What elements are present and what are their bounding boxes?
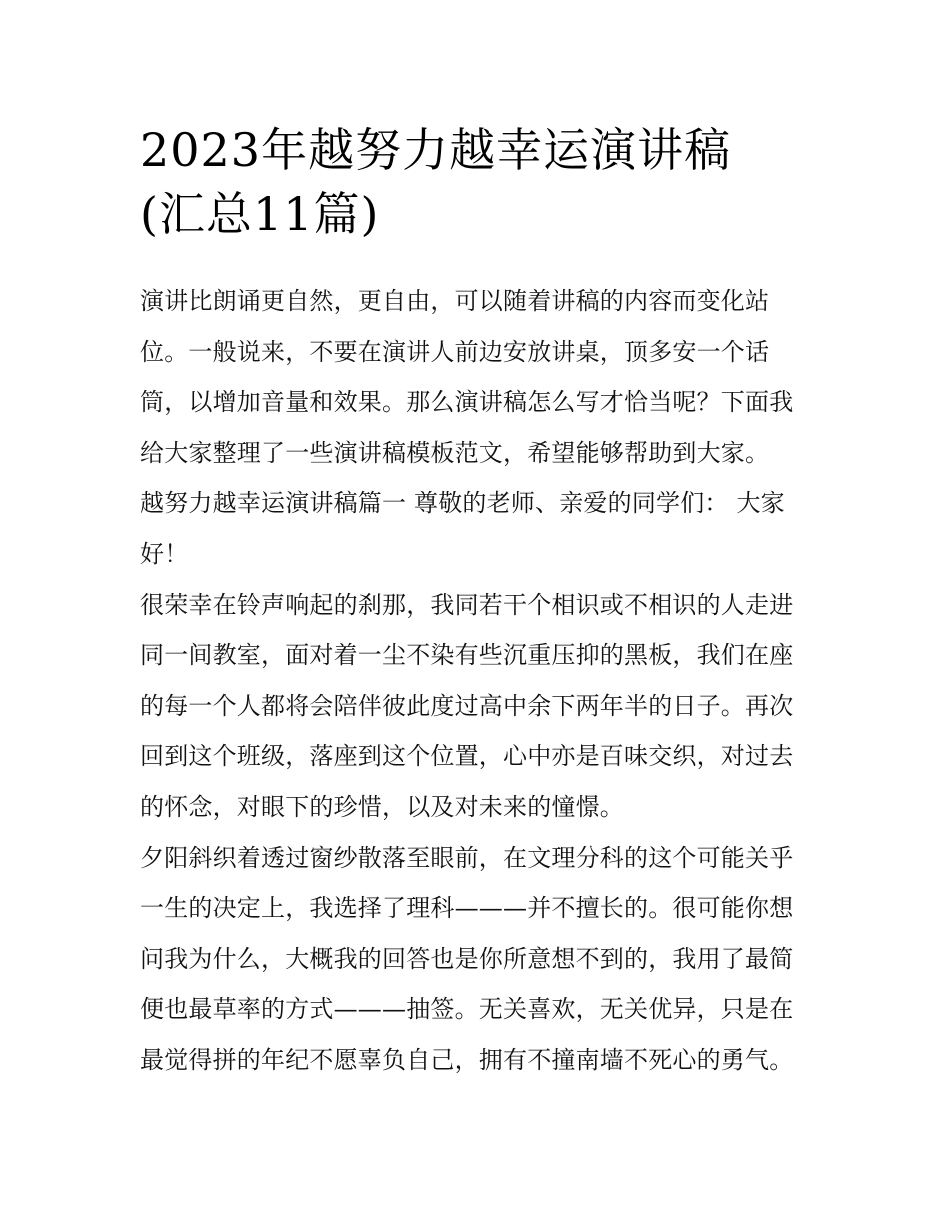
document-title (140, 118, 820, 246)
paragraph-intro: 演讲比朗诵更自然，更自由，可以随着讲稿的内容而变化站位。一般说来，不要在演讲人前边安放讲桌，顶多安一个话筒，以增加音量和效果。那么演讲稿怎么写才恰当呢？下面我给大家整理了一些演讲稿模板范文，希望能够帮助到大家。 (140, 287, 794, 467)
title-line-1: 2023年越努力越幸运演讲稿 (140, 123, 732, 177)
paragraph-classroom: 很荣幸在铃声响起的刹那，我同若干个相识或不相识的人走进同一间教室，面对着一尘不染有些沉重压抑的黑板，我们在座的每一个人都将会陪伴彼此度过高中余下两年半的日子。再次回到这个班级，落座到这个位置，心中亦是百味交织，对过去的怀念，对眼下的珍惜，以及对未来的憧憬。 (140, 590, 794, 821)
document-body (140, 276, 816, 1086)
title-line-2: (汇总11篇) (140, 187, 380, 241)
paragraph-choice: 夕阳斜织着透过窗纱散落至眼前，在文理分科的这个可能关乎一生的决定上，我选择了理科———并不擅长的。很可能你想问我为什么，大概我的回答也是你所意想不到的，我用了最简便也最草率的方式———抽签。无关喜欢，无关优异，只是在最觉得拼的年纪不愿辜负自己，拥有不撞南墙不死心的勇气。 (140, 843, 794, 1074)
paragraph-greeting: 越努力越幸运演讲稿篇一 尊敬的老师、亲爱的同学们： 大家好！ (140, 489, 785, 568)
